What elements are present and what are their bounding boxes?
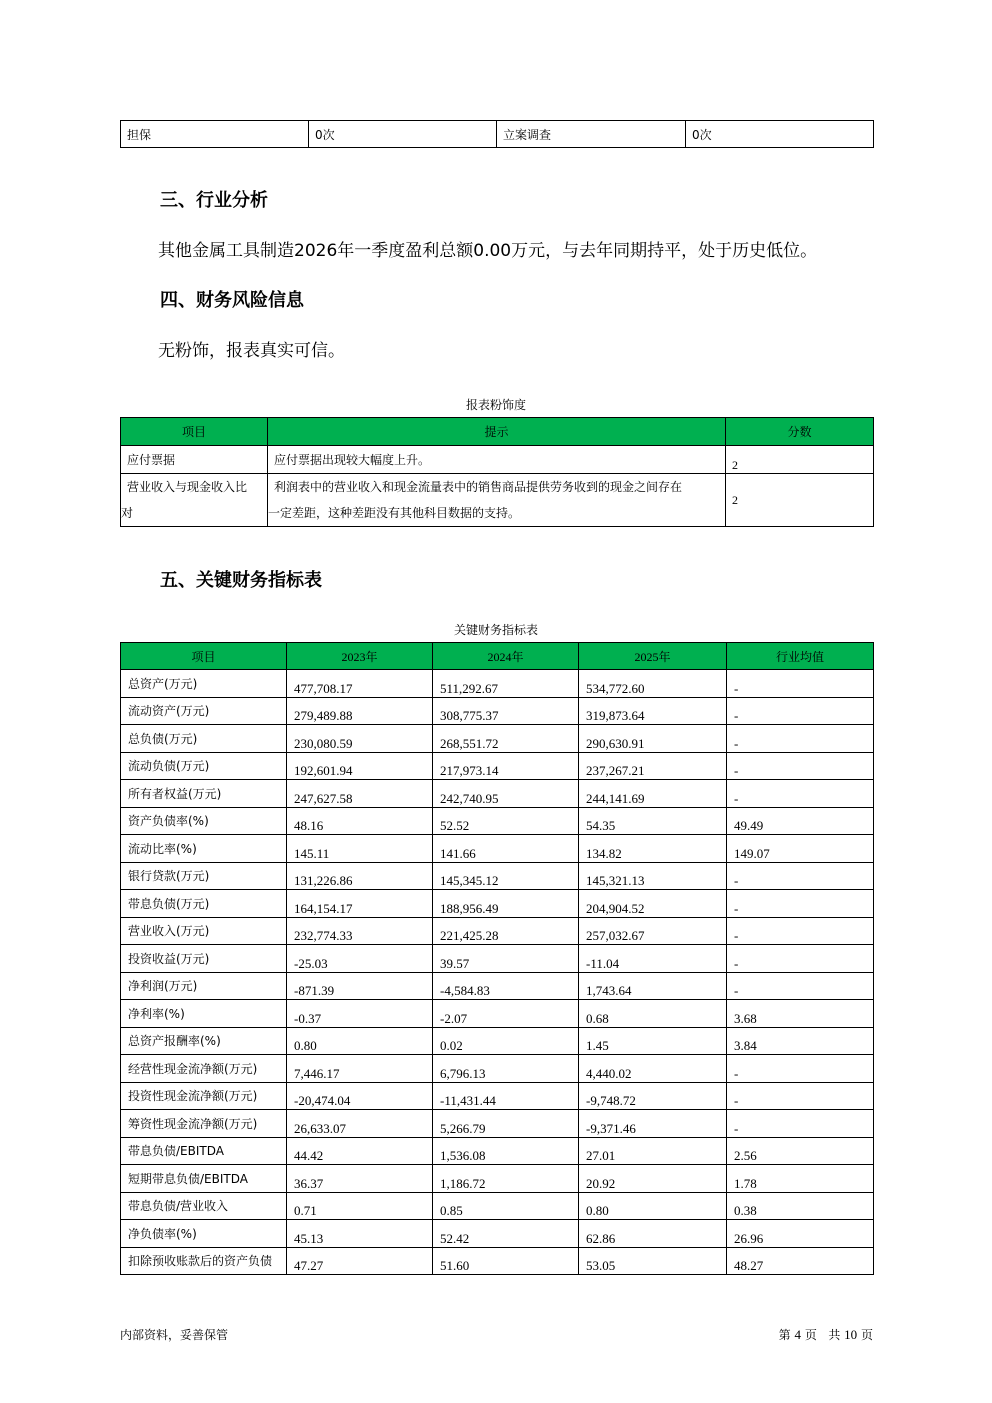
value-cell: 0.02 <box>433 1027 579 1055</box>
column-header: 分数 <box>726 418 874 446</box>
footer-page-number <box>760 1326 873 1343</box>
value-cell: - <box>727 1110 874 1138</box>
value-cell: 145,321.13 <box>579 862 727 890</box>
row-label-cell: 总资产报酬率(%) <box>121 1027 287 1055</box>
value-cell: 268,551.72 <box>433 725 579 753</box>
value-cell: 279,489.88 <box>287 697 433 725</box>
table-row <box>121 1220 874 1248</box>
table-cell: 应付票据 <box>121 446 268 474</box>
table-row <box>121 1110 874 1138</box>
value-cell: 26,633.07 <box>287 1110 433 1138</box>
value-cell: 131,226.86 <box>287 862 433 890</box>
row-label-cell: 营业收入(万元) <box>121 917 287 945</box>
value-cell: 204,904.52 <box>579 890 727 918</box>
value-cell: 534,772.60 <box>579 670 727 698</box>
value-cell: -2.07 <box>433 1000 579 1028</box>
top-info-table <box>120 120 874 148</box>
value-cell: 48.16 <box>287 807 433 835</box>
value-cell: 52.42 <box>433 1220 579 1248</box>
cell-text-line: 营业收入与现金收入比 <box>127 480 248 494</box>
value-cell: 52.52 <box>433 807 579 835</box>
table-row <box>121 1137 874 1165</box>
value-cell: - <box>727 862 874 890</box>
value-cell: 247,627.58 <box>287 780 433 808</box>
value-cell: 54.35 <box>579 807 727 835</box>
row-label-cell: 流动比率(%) <box>121 835 287 863</box>
value-cell: 0.80 <box>579 1192 727 1220</box>
value-cell: 2.56 <box>727 1137 874 1165</box>
value-cell: 0.71 <box>287 1192 433 1220</box>
value-cell: 53.05 <box>579 1247 727 1275</box>
industry-analysis-text: 其他金属工具制造2026年一季度盈利总额0.00万元，与去年同期持平，处于历史低位。 <box>158 241 818 261</box>
table-row <box>121 474 874 527</box>
value-cell: 1,536.08 <box>433 1137 579 1165</box>
table-row <box>121 807 874 835</box>
table-cell: 2 <box>726 474 874 527</box>
value-cell: 20.92 <box>579 1165 727 1193</box>
value-cell: 134.82 <box>579 835 727 863</box>
value-cell: 0.85 <box>433 1192 579 1220</box>
table-row <box>121 1165 874 1193</box>
table-row <box>121 446 874 474</box>
table-row <box>121 1055 874 1083</box>
row-label-cell: 净负债率(%) <box>121 1220 287 1248</box>
table-row <box>121 752 874 780</box>
value-cell: 188,956.49 <box>433 890 579 918</box>
value-cell: 1.45 <box>579 1027 727 1055</box>
value-cell: 27.01 <box>579 1137 727 1165</box>
value-cell: - <box>727 670 874 698</box>
value-cell: 44.42 <box>287 1137 433 1165</box>
value-cell: -9,371.46 <box>579 1110 727 1138</box>
table-row <box>121 835 874 863</box>
section-heading-risk: 四、财务风险信息 <box>160 290 304 311</box>
table-row <box>121 1192 874 1220</box>
table-row <box>121 917 874 945</box>
column-header: 项目 <box>121 418 268 446</box>
row-label-cell: 总资产(万元) <box>121 670 287 698</box>
value-cell: -9,748.72 <box>579 1082 727 1110</box>
value-cell: -11.04 <box>579 945 727 973</box>
footer-confidential: 内部资料，妥善保管 <box>120 1328 229 1342</box>
row-label-cell: 所有者权益(万元) <box>121 780 287 808</box>
value-cell: - <box>727 945 874 973</box>
row-label-cell: 净利率(%) <box>121 1000 287 1028</box>
value-cell: -20,474.04 <box>287 1082 433 1110</box>
table-row <box>121 1247 874 1275</box>
risk-summary-text: 无粉饰，报表真实可信。 <box>158 341 345 361</box>
table-caption: 关键财务指标表 <box>453 623 538 637</box>
table-row <box>121 972 874 1000</box>
table-row <box>121 670 874 698</box>
value-cell: 1.78 <box>727 1165 874 1193</box>
value-cell: -11,431.44 <box>433 1082 579 1110</box>
footer-text: 页 <box>860 1328 873 1342</box>
value-cell: - <box>727 917 874 945</box>
row-label-cell: 银行贷款(万元) <box>121 862 287 890</box>
value-cell: 36.37 <box>287 1165 433 1193</box>
value-cell: 48.27 <box>727 1247 874 1275</box>
table-row <box>121 1000 874 1028</box>
value-cell: 62.86 <box>579 1220 727 1248</box>
value-cell: 4,440.02 <box>579 1055 727 1083</box>
row-label-cell: 短期带息负债/EBITDA <box>121 1165 287 1193</box>
value-cell: 5,266.79 <box>433 1110 579 1138</box>
row-label-cell: 流动负债(万元) <box>121 752 287 780</box>
table-row <box>121 697 874 725</box>
value-cell: 164,154.17 <box>287 890 433 918</box>
value-cell: 221,425.28 <box>433 917 579 945</box>
value-cell: - <box>727 1055 874 1083</box>
value-cell: 0.38 <box>727 1192 874 1220</box>
value-cell: 47.27 <box>287 1247 433 1275</box>
cell-text-line: 利润表中的营业收入和现金流量表中的销售商品提供劳务收到的现金之间存在 <box>274 480 683 494</box>
column-header: 行业均值 <box>727 643 874 670</box>
value-cell: 6,796.13 <box>433 1055 579 1083</box>
value-cell: 3.68 <box>727 1000 874 1028</box>
value-cell: - <box>727 972 874 1000</box>
value-cell: 145,345.12 <box>433 862 579 890</box>
total-pages: 10 <box>844 1327 858 1342</box>
table-row <box>121 890 874 918</box>
value-cell: 1,743.64 <box>579 972 727 1000</box>
value-cell: - <box>727 752 874 780</box>
key-financial-indicators-table <box>120 642 874 1275</box>
value-cell: 1,186.72 <box>433 1165 579 1193</box>
value-cell: 0.68 <box>579 1000 727 1028</box>
table-cell: 应付票据出现较大幅度上升。 <box>268 446 726 474</box>
footer-text: 第 <box>778 1328 791 1342</box>
value-cell: 49.49 <box>727 807 874 835</box>
value-cell: - <box>727 780 874 808</box>
column-header: 提示 <box>268 418 726 446</box>
value-cell: 7,446.17 <box>287 1055 433 1083</box>
value-cell: 149.07 <box>727 835 874 863</box>
value-cell: 51.60 <box>433 1247 579 1275</box>
value-cell: -871.39 <box>287 972 433 1000</box>
value-cell: 242,740.95 <box>433 780 579 808</box>
section-heading-industry: 三、行业分析 <box>160 190 268 211</box>
table-header-row <box>121 643 874 670</box>
value-cell: 45.13 <box>287 1220 433 1248</box>
table-row <box>121 780 874 808</box>
value-cell: -4,584.83 <box>433 972 579 1000</box>
table-row <box>121 945 874 973</box>
row-label-cell: 投资收益(万元) <box>121 945 287 973</box>
cell-text-line: 对 <box>121 506 134 520</box>
table-header-row <box>121 418 874 446</box>
row-label-cell: 带息负债/EBITDA <box>121 1137 287 1165</box>
value-cell: 0.80 <box>287 1027 433 1055</box>
table-row <box>121 725 874 753</box>
table-cell <box>268 474 726 527</box>
value-cell: -25.03 <box>287 945 433 973</box>
value-cell: 39.57 <box>433 945 579 973</box>
value-cell: 192,601.94 <box>287 752 433 780</box>
table-cell: 2 <box>726 446 874 474</box>
value-cell: - <box>727 725 874 753</box>
footer-text: 共 <box>828 1328 841 1342</box>
footer-text: 页 <box>804 1328 817 1342</box>
value-cell: 244,141.69 <box>579 780 727 808</box>
cell-text-line: 一定差距，这种差距没有其他科目数据的支持。 <box>268 506 521 520</box>
table-row <box>121 121 874 148</box>
column-header: 2025年 <box>579 643 727 670</box>
risk-table <box>120 417 874 527</box>
table-row <box>121 862 874 890</box>
value-cell: 319,873.64 <box>579 697 727 725</box>
value-cell: - <box>727 890 874 918</box>
value-cell: 232,774.33 <box>287 917 433 945</box>
row-label-cell: 流动资产(万元) <box>121 697 287 725</box>
value-cell: 257,032.67 <box>579 917 727 945</box>
current-page: 4 <box>794 1327 802 1342</box>
table-cell: 0次 <box>686 121 874 148</box>
value-cell: 145.11 <box>287 835 433 863</box>
value-cell: 217,973.14 <box>433 752 579 780</box>
table-cell: 0次 <box>309 121 497 148</box>
value-cell: 511,292.67 <box>433 670 579 698</box>
table-cell: 担保 <box>121 121 309 148</box>
value-cell: 290,630.91 <box>579 725 727 753</box>
value-cell: - <box>727 697 874 725</box>
column-header: 项目 <box>121 643 287 670</box>
value-cell: 26.96 <box>727 1220 874 1248</box>
value-cell: 237,267.21 <box>579 752 727 780</box>
table-cell <box>121 474 268 527</box>
column-header: 2023年 <box>287 643 433 670</box>
row-label-cell: 投资性现金流净额(万元) <box>121 1082 287 1110</box>
row-label-cell: 经营性现金流净额(万元) <box>121 1055 287 1083</box>
value-cell: 308,775.37 <box>433 697 579 725</box>
row-label-cell: 净利润(万元) <box>121 972 287 1000</box>
table-row <box>121 1082 874 1110</box>
row-label-cell: 总负债(万元) <box>121 725 287 753</box>
value-cell: 141.66 <box>433 835 579 863</box>
column-header: 2024年 <box>433 643 579 670</box>
value-cell: 477,708.17 <box>287 670 433 698</box>
row-label-cell: 资产负债率(%) <box>121 807 287 835</box>
value-cell: - <box>727 1082 874 1110</box>
section-heading-kfi: 五、关键财务指标表 <box>160 570 322 591</box>
row-label-cell: 扣除预收账款后的资产负债 <box>121 1247 287 1275</box>
row-label-cell: 筹资性现金流净额(万元) <box>121 1110 287 1138</box>
value-cell: -0.37 <box>287 1000 433 1028</box>
row-label-cell: 带息负债(万元) <box>121 890 287 918</box>
row-label-cell: 带息负债/营业收入 <box>121 1192 287 1220</box>
table-body <box>121 670 874 1275</box>
table-row <box>121 1027 874 1055</box>
value-cell: 230,080.59 <box>287 725 433 753</box>
value-cell: 3.84 <box>727 1027 874 1055</box>
table-cell: 立案调查 <box>497 121 686 148</box>
table-caption: 报表粉饰度 <box>465 398 526 412</box>
